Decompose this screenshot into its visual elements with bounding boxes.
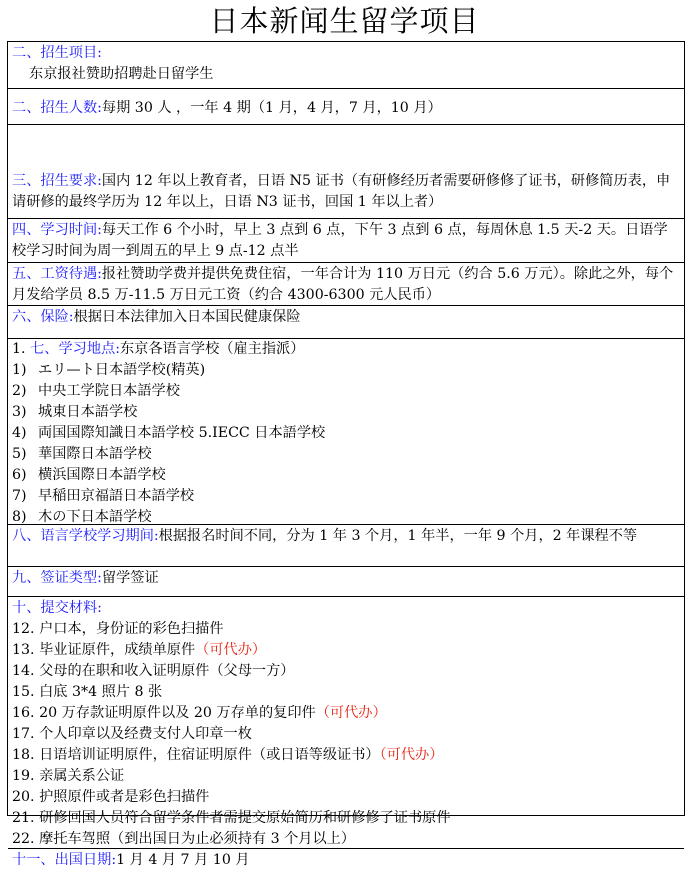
section-study-time — [8, 219, 684, 263]
section-label: 二、招生项目: — [12, 45, 102, 61]
material-text: 14. 父母的在职和收入证明原件（父母一方） — [12, 663, 295, 679]
material-text: 21. 研修回国人员符合留学条件者需提交原始简历和研修修了证书原件 — [12, 810, 451, 826]
material-text: 13. 毕业证原件，成绩单原件 — [12, 642, 196, 658]
project-info-table — [7, 41, 685, 868]
material-item — [12, 766, 680, 787]
school-number: 3) — [12, 404, 27, 420]
material-text: 18. 日语培训证明原件，住宿证明原件（或日语等级证书） — [12, 747, 380, 763]
school-name: 早稲田京福語日本語学校 — [38, 488, 195, 504]
school-item — [12, 402, 680, 423]
section-materials — [8, 597, 684, 849]
section-label: 十一、出国日期: — [12, 852, 117, 868]
section-label: 十、提交材料: — [12, 600, 102, 616]
section-language-school-period — [8, 525, 684, 567]
material-item — [12, 787, 680, 808]
section-salary — [8, 263, 684, 306]
section-label: 八、语言学校学习期间: — [12, 528, 159, 544]
section-label: 四、学习时间: — [12, 222, 102, 238]
school-item — [12, 444, 680, 465]
section-text: 东京报社赞助招聘赴日留学生 — [29, 66, 214, 82]
section-text: 留学签证 — [101, 570, 159, 586]
material-item — [12, 829, 680, 849]
section-recruitment-project — [8, 42, 684, 89]
document-title: 日本新闻生留学项目 — [209, 4, 480, 38]
school-number: 5) — [12, 446, 27, 462]
section-requirements — [8, 125, 684, 219]
material-list — [12, 619, 680, 849]
section-text: 根据日本法律加入日本国民健康保险 — [73, 309, 301, 325]
section-text: 每期 30 人 ，一年 4 期（1 月，4 月，7 月，10 月） — [101, 100, 442, 116]
material-note: （可代办） — [315, 705, 387, 721]
school-number: 2) — [12, 383, 27, 399]
school-name: 横浜国際日本語学校 — [38, 467, 166, 483]
section-text: 根据报名时间不同，分为 1 年 3 个月，1 年半，一年 9 个月，2 年课程不等 — [158, 528, 638, 544]
school-item — [12, 423, 680, 444]
section-label: 九、签证类型: — [12, 570, 102, 586]
material-text: 12. 户口本，身份证的彩色扫描件 — [12, 621, 224, 637]
school-item — [12, 465, 680, 486]
school-name: 城東日本語学校 — [38, 404, 138, 420]
material-text: 19. 亲属关系公证 — [12, 768, 125, 784]
material-text: 17. 个人印章以及经费支付人印章一枚 — [12, 726, 252, 742]
material-item — [12, 661, 680, 682]
school-list — [12, 360, 680, 525]
section-prefix: 1. — [12, 341, 26, 357]
material-item — [12, 745, 680, 766]
school-item — [12, 360, 680, 381]
material-item — [12, 724, 680, 745]
school-name: 中央工学院日本語学校 — [38, 383, 180, 399]
section-label: 三、招生要求: — [12, 173, 102, 189]
section-text: 1 月 4 月 7 月 10 月 — [116, 852, 250, 868]
section-label: 二、招生人数: — [12, 100, 102, 116]
material-item — [12, 619, 680, 640]
school-name: 両国国際知識日本語学校 5.IECC 日本語学校 — [38, 425, 326, 441]
school-item — [12, 381, 680, 402]
section-insurance — [8, 306, 684, 339]
school-number: 1) — [12, 362, 27, 378]
section-text: 东京各语言学校（雇主指派） — [119, 341, 305, 357]
school-number: 4) — [12, 425, 27, 441]
section-study-location — [8, 339, 684, 525]
section-label: 七、学习地点: — [30, 341, 120, 357]
school-name: 木の下日本語学校 — [38, 509, 152, 525]
material-text: 22. 摩托车驾照（到出国日为止必须持有 3 个月以上） — [12, 831, 356, 847]
school-number: 6) — [12, 467, 27, 483]
school-item — [12, 486, 680, 507]
section-label: 五、工资待遇: — [12, 266, 102, 282]
material-item — [12, 703, 680, 724]
material-text: 15. 白底 3*4 照片 8 张 — [12, 684, 163, 700]
school-item — [12, 507, 680, 525]
material-item — [12, 640, 680, 661]
material-item — [12, 808, 680, 829]
material-note: （可代办） — [195, 642, 267, 658]
section-departure-date — [8, 849, 684, 879]
material-item — [12, 682, 680, 703]
school-number: 7) — [12, 488, 27, 504]
section-text: 报社赞助学费并提供免费住宿，一年合计为 110 万日元（约合 5.6 万元）。除此之外，每个月发给学员 8.5 万-11.5 万日元工资（约合 4300-6300 元人民币） — [12, 266, 674, 303]
section-text: 每天工作 6 个小时，早上 3 点到 6 点，下午 3 点到 6 点，每周休息 1.5 天-2 天。日语学校学习时间为周一到周五的早上 9 点-12 点半 — [12, 222, 668, 259]
material-text: 16. 20 万存款证明原件以及 20 万存单的复印件 — [12, 705, 316, 721]
section-visa-type — [8, 567, 684, 597]
material-text: 20. 护照原件或者是彩色扫描件 — [12, 789, 210, 805]
section-text: 国内 12 年以上教育者，日语 N5 证书（有研修经历者需要研修修了证书，研修简历表，申请研修的最终学历为 12 年以上，日语 N3 证书，回国 1 年以上者） — [12, 173, 671, 210]
section-enrollment-count — [8, 89, 684, 125]
school-name: エリ—ト日本語学校(精英) — [38, 362, 206, 378]
school-name: 華国際日本語学校 — [38, 446, 152, 462]
school-number: 8) — [12, 509, 27, 525]
material-note: （可代办） — [379, 747, 444, 763]
section-label: 六、保险: — [12, 309, 74, 325]
